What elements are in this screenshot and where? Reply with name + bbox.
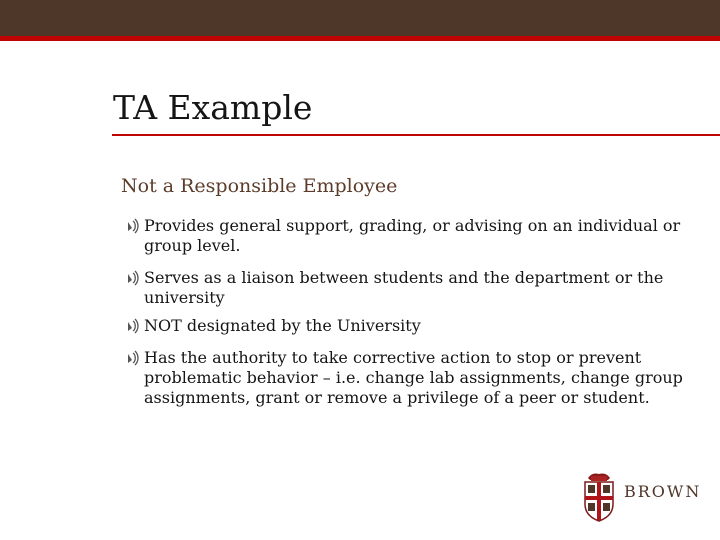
- bullet-icon: [125, 350, 140, 366]
- shield-icon: [582, 470, 616, 522]
- brown-logo: [578, 466, 702, 524]
- bullet-icon: [125, 318, 140, 334]
- header-bar: [0, 0, 720, 36]
- bullet-icon: [125, 270, 140, 286]
- title-underline: [112, 134, 720, 136]
- bullet-text: Provides general support, grading, or advising on an individual or group level.: [144, 216, 681, 255]
- slide-title: TA Example: [113, 88, 313, 127]
- bullet-item: [125, 268, 700, 308]
- bullet-text: NOT designated by the University: [144, 316, 421, 335]
- bullet-item: [125, 316, 700, 336]
- bullet-item: [125, 216, 700, 256]
- slide-subheading: Not a Responsible Employee: [121, 175, 398, 197]
- bullet-text: Serves as a liaison between students and the department or the university: [144, 268, 664, 307]
- bullet-item: [125, 348, 700, 408]
- bullet-list: [125, 216, 700, 408]
- logo-wordmark: BROWN: [624, 482, 702, 501]
- bullet-text: Has the authority to take corrective action to stop or prevent problematic behavior – i.e. change lab assignments, change group assignments, grant or remove a privilege of a peer or student.: [144, 348, 683, 407]
- bullet-icon: [125, 218, 140, 234]
- header-accent-line: [0, 36, 720, 41]
